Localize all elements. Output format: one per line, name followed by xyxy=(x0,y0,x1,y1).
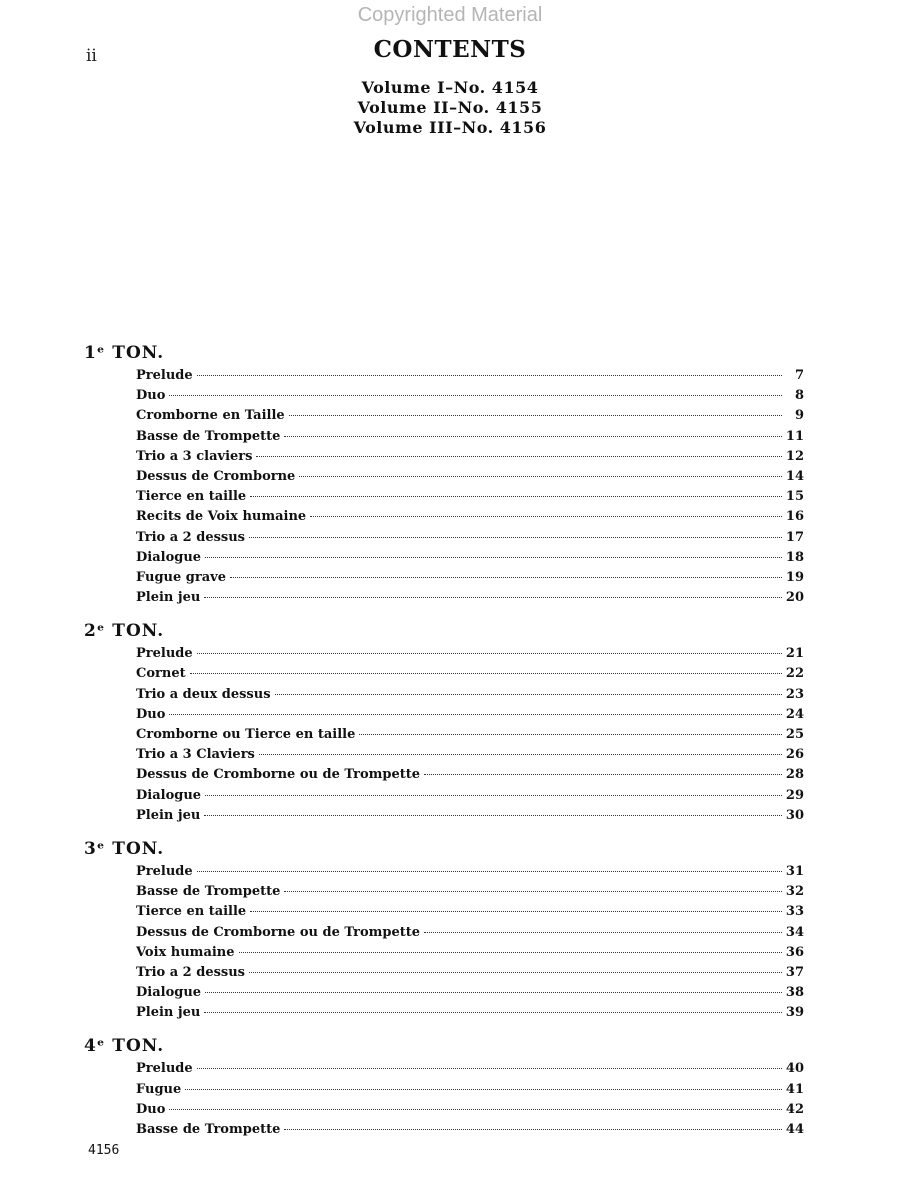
entry-title: Dessus de Cromborne xyxy=(136,468,296,484)
toc-section xyxy=(84,340,804,608)
entry-title: Fugue grave xyxy=(136,569,226,585)
toc-entry xyxy=(136,1120,804,1140)
toc-entry xyxy=(136,406,804,426)
dot-leader xyxy=(197,375,782,376)
toc-section xyxy=(84,1033,804,1140)
volume-line: Volume III–No. 4156 xyxy=(353,118,547,137)
dot-leader xyxy=(284,1129,782,1130)
entry-page-number: 7 xyxy=(794,368,804,383)
entry-page-number: 39 xyxy=(785,1005,804,1021)
entry-page-number: 37 xyxy=(785,964,804,980)
toc-entry xyxy=(136,1003,804,1023)
entry-page-number: 22 xyxy=(785,666,804,682)
entry-title: Dessus de Cromborne ou de Trompette xyxy=(136,767,421,783)
entry-title: Dialogue xyxy=(136,549,202,565)
page-title: CONTENTS xyxy=(373,36,527,63)
entry-page-number: 11 xyxy=(785,428,804,444)
watermark-text: Copyrighted Material xyxy=(357,4,543,26)
entry-title: Recits de Voix humaine xyxy=(136,509,307,525)
volume-line: Volume I–No. 4154 xyxy=(361,78,539,97)
dot-leader xyxy=(424,932,782,933)
entry-title: Trio a 2 dessus xyxy=(136,529,246,545)
toc-entry xyxy=(136,447,804,467)
dot-leader xyxy=(205,992,782,993)
toc-entry xyxy=(136,923,804,943)
entry-page-number: 29 xyxy=(785,787,804,803)
entry-title: Dessus de Cromborne ou de Trompette xyxy=(136,924,421,940)
entry-title: Basse de Trompette xyxy=(136,428,281,444)
dot-leader xyxy=(299,476,782,477)
dot-leader xyxy=(204,1012,782,1013)
entry-title: Cornet xyxy=(136,666,186,682)
toc-entry xyxy=(136,862,804,882)
dot-leader xyxy=(310,516,782,517)
dot-leader xyxy=(169,395,782,396)
entry-page-number: 19 xyxy=(785,569,804,585)
dot-leader xyxy=(197,1068,782,1069)
entry-title: Tierce en taille xyxy=(136,904,247,920)
entry-page-number: 25 xyxy=(785,727,804,742)
dot-leader xyxy=(169,714,782,715)
entry-title: Prelude xyxy=(136,646,193,662)
dot-leader xyxy=(284,436,782,437)
toc-entry xyxy=(136,427,804,447)
entry-page-number: 34 xyxy=(785,924,804,940)
toc-entry xyxy=(136,983,804,1003)
toc-entry xyxy=(136,1059,804,1079)
toc-entry xyxy=(136,644,804,664)
entry-title: Dialogue xyxy=(136,787,202,803)
entry-page-number: 8 xyxy=(794,388,804,404)
dot-leader xyxy=(204,597,782,598)
volume-line: Volume II–No. 4155 xyxy=(357,98,543,117)
entry-page-number: 41 xyxy=(785,1081,804,1097)
dot-leader xyxy=(204,815,782,816)
section-title: 1ᵉ TON. xyxy=(84,343,165,363)
entry-page-number: 17 xyxy=(785,529,804,545)
dot-leader xyxy=(205,795,782,796)
dot-leader xyxy=(230,577,782,578)
toc-entry xyxy=(136,943,804,963)
toc-entry xyxy=(136,386,804,406)
toc-entry xyxy=(136,507,804,527)
dot-leader xyxy=(250,911,782,912)
page-number: ii xyxy=(86,46,97,66)
entry-page-number: 28 xyxy=(785,767,804,783)
entry-page-number: 9 xyxy=(794,408,804,424)
section-title: 3ᵉ TON. xyxy=(84,838,165,859)
toc-entry xyxy=(136,765,804,785)
entry-title: Duo xyxy=(136,706,166,722)
section-title: 4ᵉ TON. xyxy=(84,1036,165,1057)
entry-title: Trio a 3 claviers xyxy=(136,448,253,464)
entry-title: Prelude xyxy=(136,368,193,383)
entry-title: Plein jeu xyxy=(136,807,201,823)
entry-page-number: 24 xyxy=(785,706,804,722)
toc-entry xyxy=(136,685,804,705)
toc-entry xyxy=(136,568,804,588)
entry-page-number: 18 xyxy=(785,549,804,565)
toc-entry xyxy=(136,963,804,983)
toc-entry xyxy=(136,705,804,725)
entry-page-number: 31 xyxy=(785,863,804,879)
dot-leader xyxy=(284,891,782,892)
entry-title: Fugue xyxy=(136,1081,182,1097)
entry-page-number: 32 xyxy=(785,884,804,900)
toc-entry xyxy=(136,882,804,902)
entry-title: Voix humaine xyxy=(136,944,235,960)
toc-entry xyxy=(136,745,804,765)
entry-page-number: 14 xyxy=(785,468,804,484)
toc-section xyxy=(84,618,804,826)
entry-page-number: 23 xyxy=(785,686,804,702)
entry-page-number: 33 xyxy=(785,904,804,920)
dot-leader xyxy=(359,734,782,735)
toc-entry xyxy=(136,902,804,922)
dot-leader xyxy=(190,673,782,674)
toc-entry xyxy=(136,786,804,806)
entry-page-number: 21 xyxy=(785,646,804,662)
entry-title: Trio a deux dessus xyxy=(136,686,271,702)
dot-leader xyxy=(275,694,782,695)
entry-title: Dialogue xyxy=(136,985,202,1001)
entry-title: Trio a 2 dessus xyxy=(136,964,246,980)
entry-title: Basse de Trompette xyxy=(136,1122,281,1137)
entry-page-number: 20 xyxy=(785,590,804,606)
entry-title: Plein jeu xyxy=(136,590,201,606)
entry-title: Cromborne ou Tierce en taille xyxy=(136,727,356,742)
dot-leader xyxy=(197,871,782,872)
entry-page-number: 12 xyxy=(785,448,804,464)
dot-leader xyxy=(289,415,782,416)
entry-page-number: 16 xyxy=(785,509,804,525)
dot-leader xyxy=(250,496,782,497)
dot-leader xyxy=(259,754,782,755)
entry-title: Tierce en taille xyxy=(136,489,247,505)
dot-leader xyxy=(249,972,782,973)
entry-page-number: 42 xyxy=(785,1101,804,1117)
entry-title: Duo xyxy=(136,1101,166,1117)
toc-entry xyxy=(136,366,804,386)
entry-page-number: 26 xyxy=(785,747,804,763)
dot-leader xyxy=(169,1109,782,1110)
table-of-contents xyxy=(84,340,804,1150)
toc-entry xyxy=(136,528,804,548)
toc-entry xyxy=(136,1080,804,1100)
toc-entry xyxy=(136,467,804,487)
dot-leader xyxy=(197,653,782,654)
section-title: 2ᵉ TON. xyxy=(84,621,165,642)
toc-entry xyxy=(136,725,804,745)
entry-page-number: 36 xyxy=(785,944,804,960)
entry-title: Prelude xyxy=(136,863,193,879)
entry-page-number: 38 xyxy=(785,985,804,1001)
toc-entry xyxy=(136,806,804,826)
catalog-number: 4156 xyxy=(88,1143,120,1158)
entry-page-number: 44 xyxy=(785,1122,804,1137)
toc-entry xyxy=(136,1100,804,1120)
dot-leader xyxy=(185,1089,782,1090)
toc-entry xyxy=(136,487,804,507)
toc-entry xyxy=(136,588,804,608)
entry-page-number: 15 xyxy=(785,489,804,505)
entry-title: Trio a 3 Claviers xyxy=(136,747,255,763)
entry-title: Basse de Trompette xyxy=(136,884,281,900)
entry-title: Prelude xyxy=(136,1061,193,1077)
toc-section xyxy=(84,836,804,1024)
dot-leader xyxy=(205,557,782,558)
entry-title: Plein jeu xyxy=(136,1005,201,1021)
entry-page-number: 40 xyxy=(785,1061,804,1077)
dot-leader xyxy=(239,952,782,953)
entry-title: Duo xyxy=(136,388,166,404)
entry-page-number: 30 xyxy=(785,807,804,823)
toc-entry xyxy=(136,548,804,568)
dot-leader xyxy=(249,537,782,538)
dot-leader xyxy=(424,774,782,775)
toc-entry xyxy=(136,664,804,684)
volume-list xyxy=(0,78,900,138)
dot-leader xyxy=(256,456,781,457)
entry-title: Cromborne en Taille xyxy=(136,408,285,424)
